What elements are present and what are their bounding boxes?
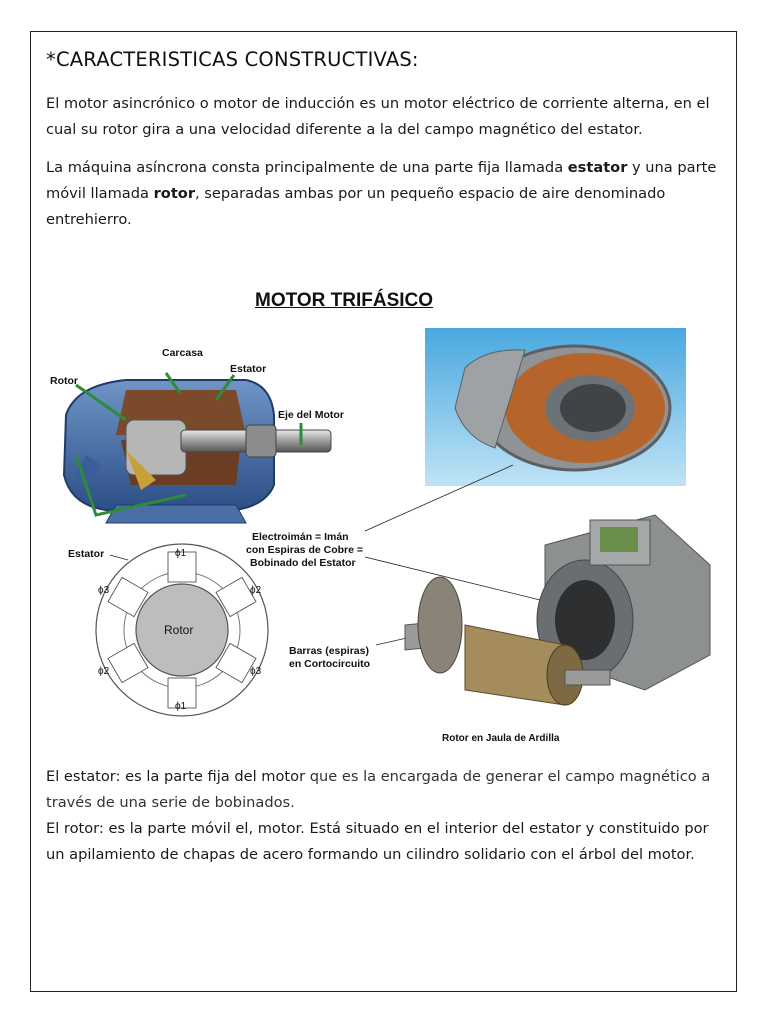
rotor-definition: El rotor: es la parte móvil el, motor. Está situado en el interior del estator y constituido por un apilamiento de chapas de acero formando un cilindro solidario con el árbol del motor. <box>46 820 709 863</box>
motor-and-rotor-photo <box>395 505 715 730</box>
section-heading: *CARACTERISTICAS CONSTRUCTIVAS: <box>46 48 419 71</box>
label-phi3-left: ϕ3 <box>98 585 110 596</box>
figure-title: MOTOR TRIFÁSICO <box>255 290 434 311</box>
label-electroiman-1: Electroimán = Imán <box>252 531 349 543</box>
intro-paragraph: El motor asincrónico o motor de inducción es un motor eléctrico de corriente alterna, en el cual su rotor gira a una velocidad diferente a la del campo magnético del estator. <box>46 95 710 138</box>
label-barras-2: en Cortocircuito <box>289 658 371 670</box>
rotor-term: rotor <box>153 185 196 202</box>
composition-text-3: , separadas ambas por un pequeño espacio de aire denominado entrehierro. <box>46 185 666 228</box>
label-phi3-right: ϕ3 <box>250 666 262 677</box>
label-phi2-right: ϕ2 <box>250 585 262 596</box>
label-electroiman-2: con Espiras de Cobre = <box>246 544 363 556</box>
label-estator-diagram: Estator <box>68 548 105 560</box>
label-electroiman-3: Bobinado del Estator <box>250 557 356 569</box>
label-phi1-bottom: ϕ1 <box>175 701 187 712</box>
estator-definition-a: El estator: es la parte fija del motor <box>46 768 306 785</box>
label-barras-1: Barras (espiras) <box>289 645 369 657</box>
label-eje: Eje del Motor <box>278 409 344 421</box>
label-phi1-top: ϕ1 <box>175 548 187 559</box>
definitions-paragraph <box>46 764 726 868</box>
estator-term: estator <box>567 159 628 176</box>
label-jaula: Rotor en Jaula de Ardilla <box>442 733 560 744</box>
label-estator-top: Estator <box>230 363 267 375</box>
label-rotor-center: Rotor <box>164 623 194 637</box>
label-phi2-left: ϕ2 <box>98 666 110 677</box>
estator-definition-b: que es la encargada de generar el campo magnético a través de una serie de bobinados. <box>46 768 711 811</box>
label-carcasa: Carcasa <box>162 347 203 359</box>
composition-text-2: y una parte móvil llamada <box>46 159 717 202</box>
composition-text-1: La máquina asíncrona consta principalmente de una parte fija llamada <box>46 159 568 176</box>
label-rotor-top: Rotor <box>50 375 78 387</box>
